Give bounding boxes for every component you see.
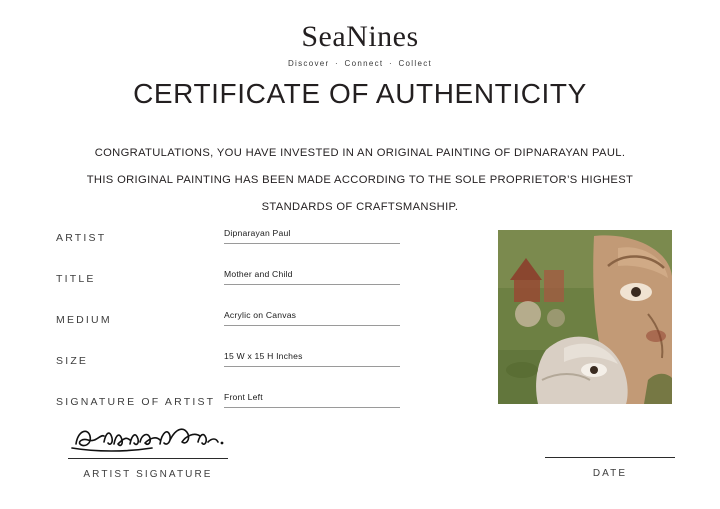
field-artist: [56, 228, 456, 269]
field-signature-of-artist-rule: [224, 407, 400, 408]
tagline-dot-2: ·: [388, 59, 393, 68]
brand-name: [0, 22, 720, 52]
date-block: [545, 457, 675, 479]
field-medium-value: Acrylic on Canvas: [224, 310, 297, 320]
field-title-label: TITLE: [56, 273, 96, 285]
field-artist-value-wrap: [224, 228, 400, 244]
details-field-list: [56, 228, 456, 433]
brand-name-part1: Sea: [301, 20, 347, 53]
brand-name-part3: ines: [368, 20, 419, 53]
brand-tagline: [0, 59, 720, 68]
signature-rule: [68, 458, 228, 459]
field-title-rule: [224, 284, 400, 285]
field-signature-of-artist-value-wrap: [224, 392, 400, 408]
field-artist-label: ARTIST: [56, 232, 107, 244]
artwork-thumbnail: [498, 230, 672, 404]
page-title: CERTIFICATE OF AUTHENTICITY: [133, 78, 587, 109]
field-medium-label: MEDIUM: [56, 314, 112, 326]
field-size-value-wrap: [224, 351, 400, 367]
tagline-dot-1: ·: [335, 59, 339, 68]
intro-line-2: THIS ORIGINAL PAINTING HAS BEEN MADE ACCORDING TO THE SOLE PROPRIETOR’S HIGHEST: [86, 174, 634, 186]
field-artist-rule: [224, 243, 400, 244]
field-signature-of-artist-label: SIGNATURE OF ARTIST: [56, 396, 216, 408]
intro-paragraph: [48, 140, 672, 221]
date-rule: [545, 457, 675, 458]
field-medium-value-wrap: [224, 310, 400, 326]
field-size-label: SIZE: [56, 355, 89, 367]
field-size-value: 15 W x 15 H Inches: [224, 351, 303, 361]
date-caption: DATE: [592, 468, 628, 479]
field-medium-rule: [224, 325, 400, 326]
intro-line-3: STANDARDS OF CRAFTSMANSHIP.: [261, 201, 459, 213]
tagline-collect: Collect: [398, 59, 433, 68]
field-artist-value: Dipnarayan Paul: [224, 228, 291, 238]
field-title: [56, 269, 456, 310]
field-title-value-wrap: [224, 269, 400, 285]
field-signature-of-artist-value: Front Left: [224, 392, 263, 402]
artist-signature-block: [68, 418, 228, 480]
brand-name-part2: N: [346, 20, 369, 53]
tagline-connect: Connect: [344, 59, 384, 68]
field-size: [56, 351, 456, 392]
field-medium: [56, 310, 456, 351]
tagline-discover: Discover: [287, 59, 330, 68]
field-title-value: Mother and Child: [224, 269, 293, 279]
intro-line-1: CONGRATULATIONS, YOU HAVE INVESTED IN AN ORIGINAL PAINTING OF DIPNARAYAN PAUL.: [94, 147, 626, 159]
field-size-rule: [224, 366, 400, 367]
signature-caption: ARTIST SIGNATURE: [83, 469, 213, 480]
signature-mark: [68, 418, 228, 458]
brand-logo: [0, 22, 720, 68]
